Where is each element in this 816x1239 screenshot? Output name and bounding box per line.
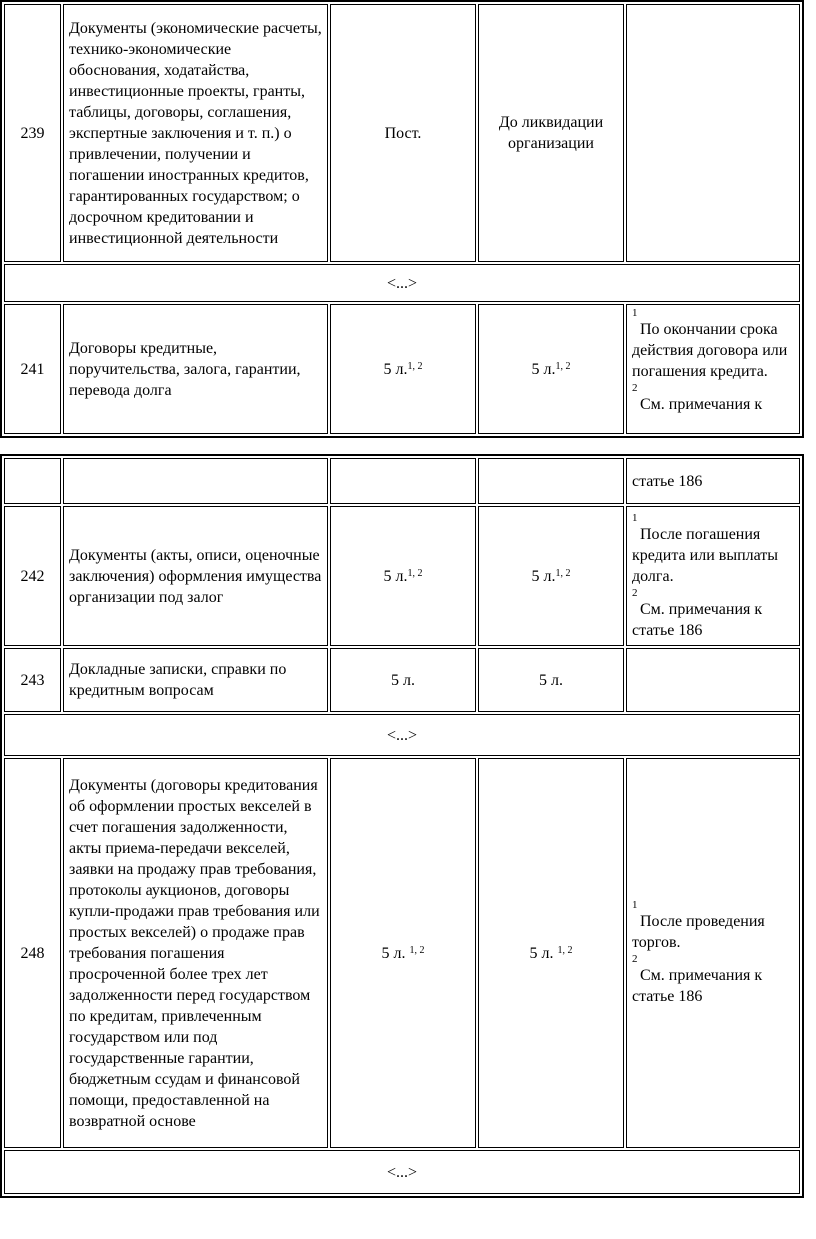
footnote-ref: 1, 2	[409, 944, 425, 956]
empty-cell	[63, 458, 328, 504]
footnote-ref: 1, 2	[555, 360, 571, 372]
document-title: Договоры кредитные, поручительства, залога, гарантии, перевода долга	[63, 304, 328, 434]
note-text: См. примечания к статье 186	[632, 600, 763, 639]
note-text: После погашения кредита или выплаты долга.	[632, 525, 779, 585]
empty-cell	[478, 458, 624, 504]
article-number: 243	[4, 648, 61, 712]
term-value: 5 л.	[383, 567, 408, 585]
footnote-ref: 1, 2	[407, 567, 423, 579]
notes-cell	[626, 4, 800, 262]
document-title: Докладные записки, справки по кредитным вопросам	[63, 648, 328, 712]
notes-cell	[626, 304, 800, 434]
retention-term-alt: 5 л.	[478, 648, 624, 712]
note-text: По окончании срока действия договора или погашения кредита.	[632, 321, 788, 380]
note-text: См. примечания к	[640, 396, 763, 413]
retention-term	[330, 506, 476, 646]
article-number: 248	[4, 758, 61, 1148]
document-title: Документы (экономические расчеты, технико-экономические обоснования, ходатайства, инвестиционные проекты, гранты, таблицы, договоры, соглашения, экспертные заключения и т. п.) о привлечении, получении и погашении иностранных кредитов, гарантированных государством; о досрочном кредитовании и инвестиционной деятельности	[63, 4, 328, 262]
retention-term	[330, 304, 476, 434]
term-value: 5 л.	[529, 944, 554, 962]
table-row-239	[4, 4, 800, 262]
records-table-part-1	[0, 0, 804, 438]
note-number: 2	[632, 382, 638, 394]
note-continuation: статье 186	[626, 458, 800, 504]
retention-term: 5 л.	[330, 648, 476, 712]
retention-term-alt: До ликвидации организации	[478, 4, 624, 262]
notes-cell	[626, 506, 800, 646]
note-number: 1	[632, 511, 638, 524]
continuation-row	[4, 458, 800, 504]
table-row-243	[4, 648, 800, 712]
omission-row	[4, 1150, 800, 1194]
table-row-248	[4, 758, 800, 1148]
note-number: 2	[632, 953, 638, 965]
document-title: Документы (договоры кредитования об оформлении простых векселей в счет погашения задолженности, акты приема-передачи векселей, заявки на продажу прав требования, протоколы аукционов, договоры купли-продажи прав требования или простых векселей) о продаже прав требования погашения просроченной более трех лет задолженности перед государством по кредитам, привлеченным государством или под государственные гарантии, бюджетным ссудам и финансовой помощи, предоставленной на возвратной основе	[63, 758, 328, 1148]
note-text: См. примечания к статье 186	[632, 967, 763, 1005]
footnote-ref: 1, 2	[407, 360, 423, 372]
retention-term-alt	[478, 304, 624, 434]
footnote-ref: 1, 2	[555, 567, 571, 579]
article-number: 241	[4, 304, 61, 434]
omission-marker: <...>	[4, 264, 800, 302]
document-title: Документы (акты, описи, оценочные заключения) оформления имущества организации под залог	[63, 506, 328, 646]
term-value: 5 л.	[531, 567, 556, 585]
term-value: 5 л.	[383, 360, 408, 378]
retention-term-alt	[478, 506, 624, 646]
omission-marker: <...>	[4, 1150, 800, 1194]
omission-marker: <...>	[4, 714, 800, 756]
note-number: 2	[632, 586, 638, 599]
empty-cell	[4, 458, 61, 504]
note-text: После проведения торгов.	[632, 913, 765, 951]
footnote-ref: 1, 2	[557, 944, 573, 956]
term-value: 5 л.	[381, 944, 406, 962]
note-number: 1	[632, 899, 638, 911]
table-row-241	[4, 304, 800, 434]
term-value: 5 л.	[531, 360, 556, 378]
omission-row	[4, 714, 800, 756]
table-row-242	[4, 506, 800, 646]
records-table-part-2	[0, 454, 804, 1198]
note-number: 1	[632, 307, 638, 319]
notes-cell	[626, 758, 800, 1148]
retention-term	[330, 758, 476, 1148]
omission-row	[4, 264, 800, 302]
empty-cell	[330, 458, 476, 504]
article-number: 239	[4, 4, 61, 262]
article-number: 242	[4, 506, 61, 646]
retention-term: Пост.	[330, 4, 476, 262]
notes-cell	[626, 648, 800, 712]
retention-term-alt	[478, 758, 624, 1148]
